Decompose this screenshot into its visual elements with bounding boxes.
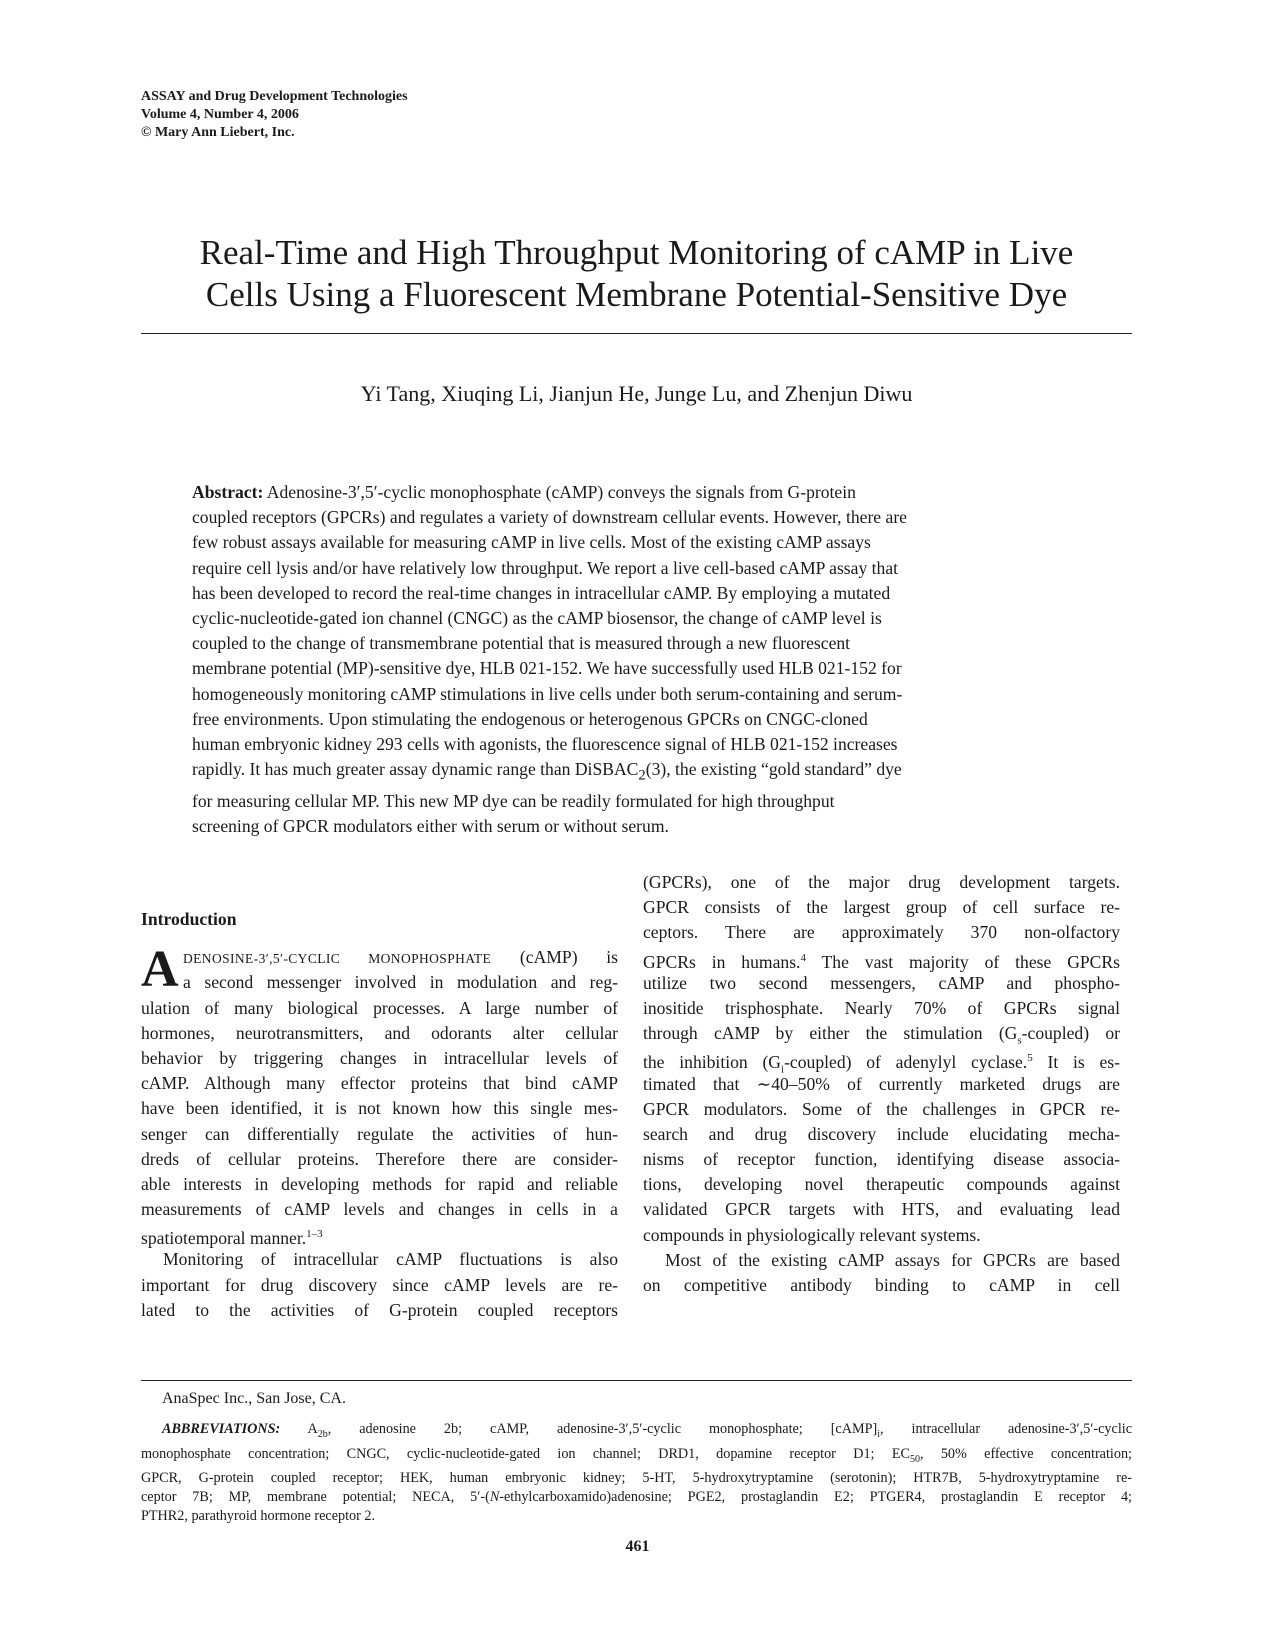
- journal-volume: Volume 4, Number 4, 2006: [141, 107, 299, 122]
- abbrev-text: -ethylcarboxamido)adenosine; PGE2, prostaglandin E2; PTGER4, prostaglandin E receptor 4;: [499, 1489, 1132, 1506]
- body-line: timated that ∼40–50% of currently marketed drugs are: [643, 1073, 1120, 1094]
- body-line: lated to the activities of G-protein coupled receptors: [141, 1299, 618, 1320]
- body-line: GPCR modulators. Some of the challenges in GPCR re-: [643, 1098, 1120, 1119]
- abstract-line-10: free environments. Upon stimulating the endogenous or heterogenous GPCRs on CNGC-cloned: [192, 708, 868, 729]
- abstract-line-6: cyclic-nucleotide-gated ion channel (CNGC) as the cAMP biosensor, the change of cAMP level is: [192, 608, 882, 629]
- abstract-line-3: few robust assays available for measuring cAMP in live cells. Most of the existing cAMP assays: [192, 532, 871, 553]
- abstract-line-11: human embryonic kidney 293 cells with agonists, the fluorescence signal of HLB 021-152 increases: [192, 734, 898, 755]
- citation-ref: 1–3: [306, 1228, 323, 1241]
- body-line: senger can differentially regulate the activities of hun-: [141, 1123, 618, 1144]
- body-text: -coupled) or: [1021, 1023, 1120, 1044]
- body-line: able interests in developing methods for rapid and reliable: [141, 1173, 618, 1194]
- author-list: Yi Tang, Xiuqing Li, Jianjun He, Junge Lu, and Zhenjun Diwu: [360, 381, 913, 406]
- body-line: Most of the existing cAMP assays for GPCRs are based: [665, 1249, 1120, 1270]
- body-line: dreds of cellular proteins. Therefore there are consider-: [141, 1148, 618, 1169]
- italic-text: N: [489, 1489, 500, 1506]
- abstract-line-7: coupled to the change of transmembrane potential that is measured through a new fluorescent: [192, 633, 851, 654]
- body-line: a second messenger involved in modulation and reg-: [183, 972, 618, 993]
- body-line: Monitoring of intracellular cAMP fluctuations is also: [163, 1249, 618, 1270]
- abbrev-text: , intracellular adenosine-3′,5′-cyclic: [880, 1421, 1132, 1437]
- abbrev-text: ceptor 7B; MP, membrane potential; NECA, 5′-(: [141, 1489, 490, 1506]
- abstract-text: rapidly. It has much greater assay dynamic range than DiSBAC: [192, 759, 639, 780]
- title-line-1: Real-Time and High Throughput Monitoring of cAMP in Live: [199, 233, 1074, 272]
- body-line: (GPCRs), one of the major drug development targets.: [643, 872, 1120, 892]
- abbrev-text: , adenosine 2b; cAMP, adenosine-3′,5′-cyclic monophosphate; [cAMP]: [327, 1421, 878, 1437]
- citation-ref: 5: [1027, 1052, 1033, 1065]
- body-line: hormones, neurotransmitters, and odorants alter cellular: [141, 1022, 618, 1043]
- abstract-line-4: require cell lysis and/or have relatively low throughput. We report a live cell-based cAMP assay that: [192, 557, 899, 578]
- journal-copyright: © Mary Ann Liebert, Inc.: [141, 125, 295, 140]
- subscript: s: [1017, 1034, 1022, 1047]
- body-line: behavior by triggering changes in intracellular levels of: [141, 1047, 618, 1068]
- body-line: on competitive antibody binding to cAMP in cell: [643, 1275, 1120, 1295]
- abbrev-line-2: [141, 1445, 1132, 1470]
- title-line-2: Cells Using a Fluorescent Membrane Potential-Sensitive Dye: [205, 275, 1068, 314]
- abbrev-line-1: [141, 1420, 1132, 1445]
- body-line: [643, 946, 1120, 971]
- subscript: 50: [909, 1453, 920, 1465]
- abstract-line-8: membrane potential (MP)-sensitive dye, HLB 021-152. We have successfully used HLB 021-152 for: [192, 658, 902, 679]
- body-line: validated GPCR targets with HTS, and evaluating lead: [643, 1199, 1120, 1220]
- abstract-line-1: [192, 480, 1077, 505]
- body-text: through cAMP by either the stimulation (G: [643, 1023, 1018, 1044]
- body-line: measurements of cAMP levels and changes in cells in a: [141, 1199, 618, 1220]
- abbrev-text: monophosphate concentration; CNGC, cyclic-nucleotide-gated ion channel; DRD1, dopamine receptor D1; EC: [141, 1445, 910, 1462]
- body-text: GPCRs in humans.: [643, 951, 801, 972]
- subscript: i: [781, 1063, 785, 1076]
- body-line: ceptors. There are approximately 370 non-olfactory: [643, 922, 1120, 943]
- abbrev-text: A: [280, 1421, 318, 1437]
- body-line: nisms of receptor function, identifying disease associa-: [643, 1149, 1120, 1170]
- journal-info: [141, 88, 408, 142]
- footnote-divider: [141, 1380, 1132, 1381]
- body-line: cAMP. Although many effector proteins that bind cAMP: [141, 1073, 618, 1094]
- body-text: (cAMP) is: [491, 947, 618, 968]
- citation-ref: 4: [800, 951, 806, 964]
- subscript: i: [877, 1428, 880, 1440]
- body-text: the inhibition (G: [643, 1052, 782, 1073]
- section-heading-introduction: Introduction: [141, 909, 237, 929]
- page-number: 461: [625, 1538, 650, 1555]
- abstract-line-5: has been developed to record the real-time changes in intracellular cAMP. By employing a mutated: [192, 582, 891, 603]
- article-title: [141, 232, 1132, 316]
- abstract-label: Abstract:: [192, 482, 264, 502]
- body-line: tions, developing novel therapeutic compounds against: [643, 1174, 1120, 1195]
- body-line: compounds in physiologically relevant systems.: [643, 1224, 981, 1245]
- abstract-text: (3), the existing “gold standard” dye: [645, 759, 902, 780]
- body-line: have been identified, it is not known how this single mes-: [141, 1098, 618, 1119]
- abstract-line-9: homogeneously monitoring cAMP stimulations in live cells under both serum-containing and serum-: [192, 683, 903, 704]
- body-line: [643, 1046, 1120, 1076]
- body-line: utilize two second messengers, cAMP and phospho-: [643, 972, 1120, 993]
- body-line: ulation of many biological processes. A large number of: [141, 997, 618, 1018]
- subscript: 2b: [317, 1428, 328, 1440]
- title-divider: [141, 333, 1132, 334]
- body-line: [141, 1222, 618, 1247]
- drop-cap: A: [141, 941, 179, 999]
- affiliation-footnote: AnaSpec Inc., San Jose, CA.: [162, 1390, 346, 1407]
- abbrev-line-3: GPCR, G-protein coupled receptor; HEK, human embryonic kidney; 5-HT, 5-hydroxytryptamine (serotonin); HTR7B, 5-hydroxytryptamine re-: [141, 1470, 1132, 1487]
- body-text: -coupled) of adenylyl cyclase.: [784, 1052, 1028, 1073]
- abstract-text: Adenosine-3′,5′-cyclic monophosphate (cAMP) conveys the signals from G-protein: [263, 482, 856, 502]
- body-line: GPCR consists of the largest group of cell surface re-: [643, 897, 1120, 918]
- left-column: [141, 907, 618, 1323]
- abstract-line-2: coupled receptors (GPCRs) and regulates a variety of downstream cellular events. However, there are: [192, 507, 907, 528]
- body-line: important for drug discovery since cAMP levels are re-: [141, 1274, 618, 1295]
- abstract-line-12: [192, 757, 1077, 789]
- body-line: search and drug discovery include elucidating mecha-: [643, 1123, 1120, 1144]
- body-line: [643, 1021, 1120, 1046]
- abbrev-line-4: [141, 1488, 1132, 1507]
- abbrev-line-5: PTHR2, parathyroid hormone receptor 2.: [141, 1507, 376, 1524]
- abstract: [192, 480, 1077, 839]
- body-text: The vast majority of these GPCRs: [805, 951, 1121, 972]
- body-text: spatiotemporal manner.: [141, 1228, 307, 1249]
- abbrev-label: ABBREVIATIONS:: [162, 1421, 281, 1437]
- body-text: It is es-: [1032, 1052, 1120, 1073]
- small-caps-text: DENOSINE-3′,5′-CYCLIC MONOPHOSPHATE: [183, 951, 492, 967]
- abbrev-text: , 50% effective concentration;: [919, 1445, 1132, 1462]
- abstract-line-14: screening of GPCR modulators either with serum or without serum.: [192, 816, 669, 837]
- body-line: inositide trisphosphate. Nearly 70% of GPCRs signal: [643, 997, 1120, 1018]
- abstract-line-13: for measuring cellular MP. This new MP dye can be readily formulated for high throughput: [192, 790, 835, 811]
- journal-name: ASSAY and Drug Development Technologies: [141, 89, 408, 104]
- abbreviations-footnote: [141, 1420, 1132, 1526]
- right-column: [643, 870, 1120, 1298]
- subscript: 2: [638, 767, 646, 784]
